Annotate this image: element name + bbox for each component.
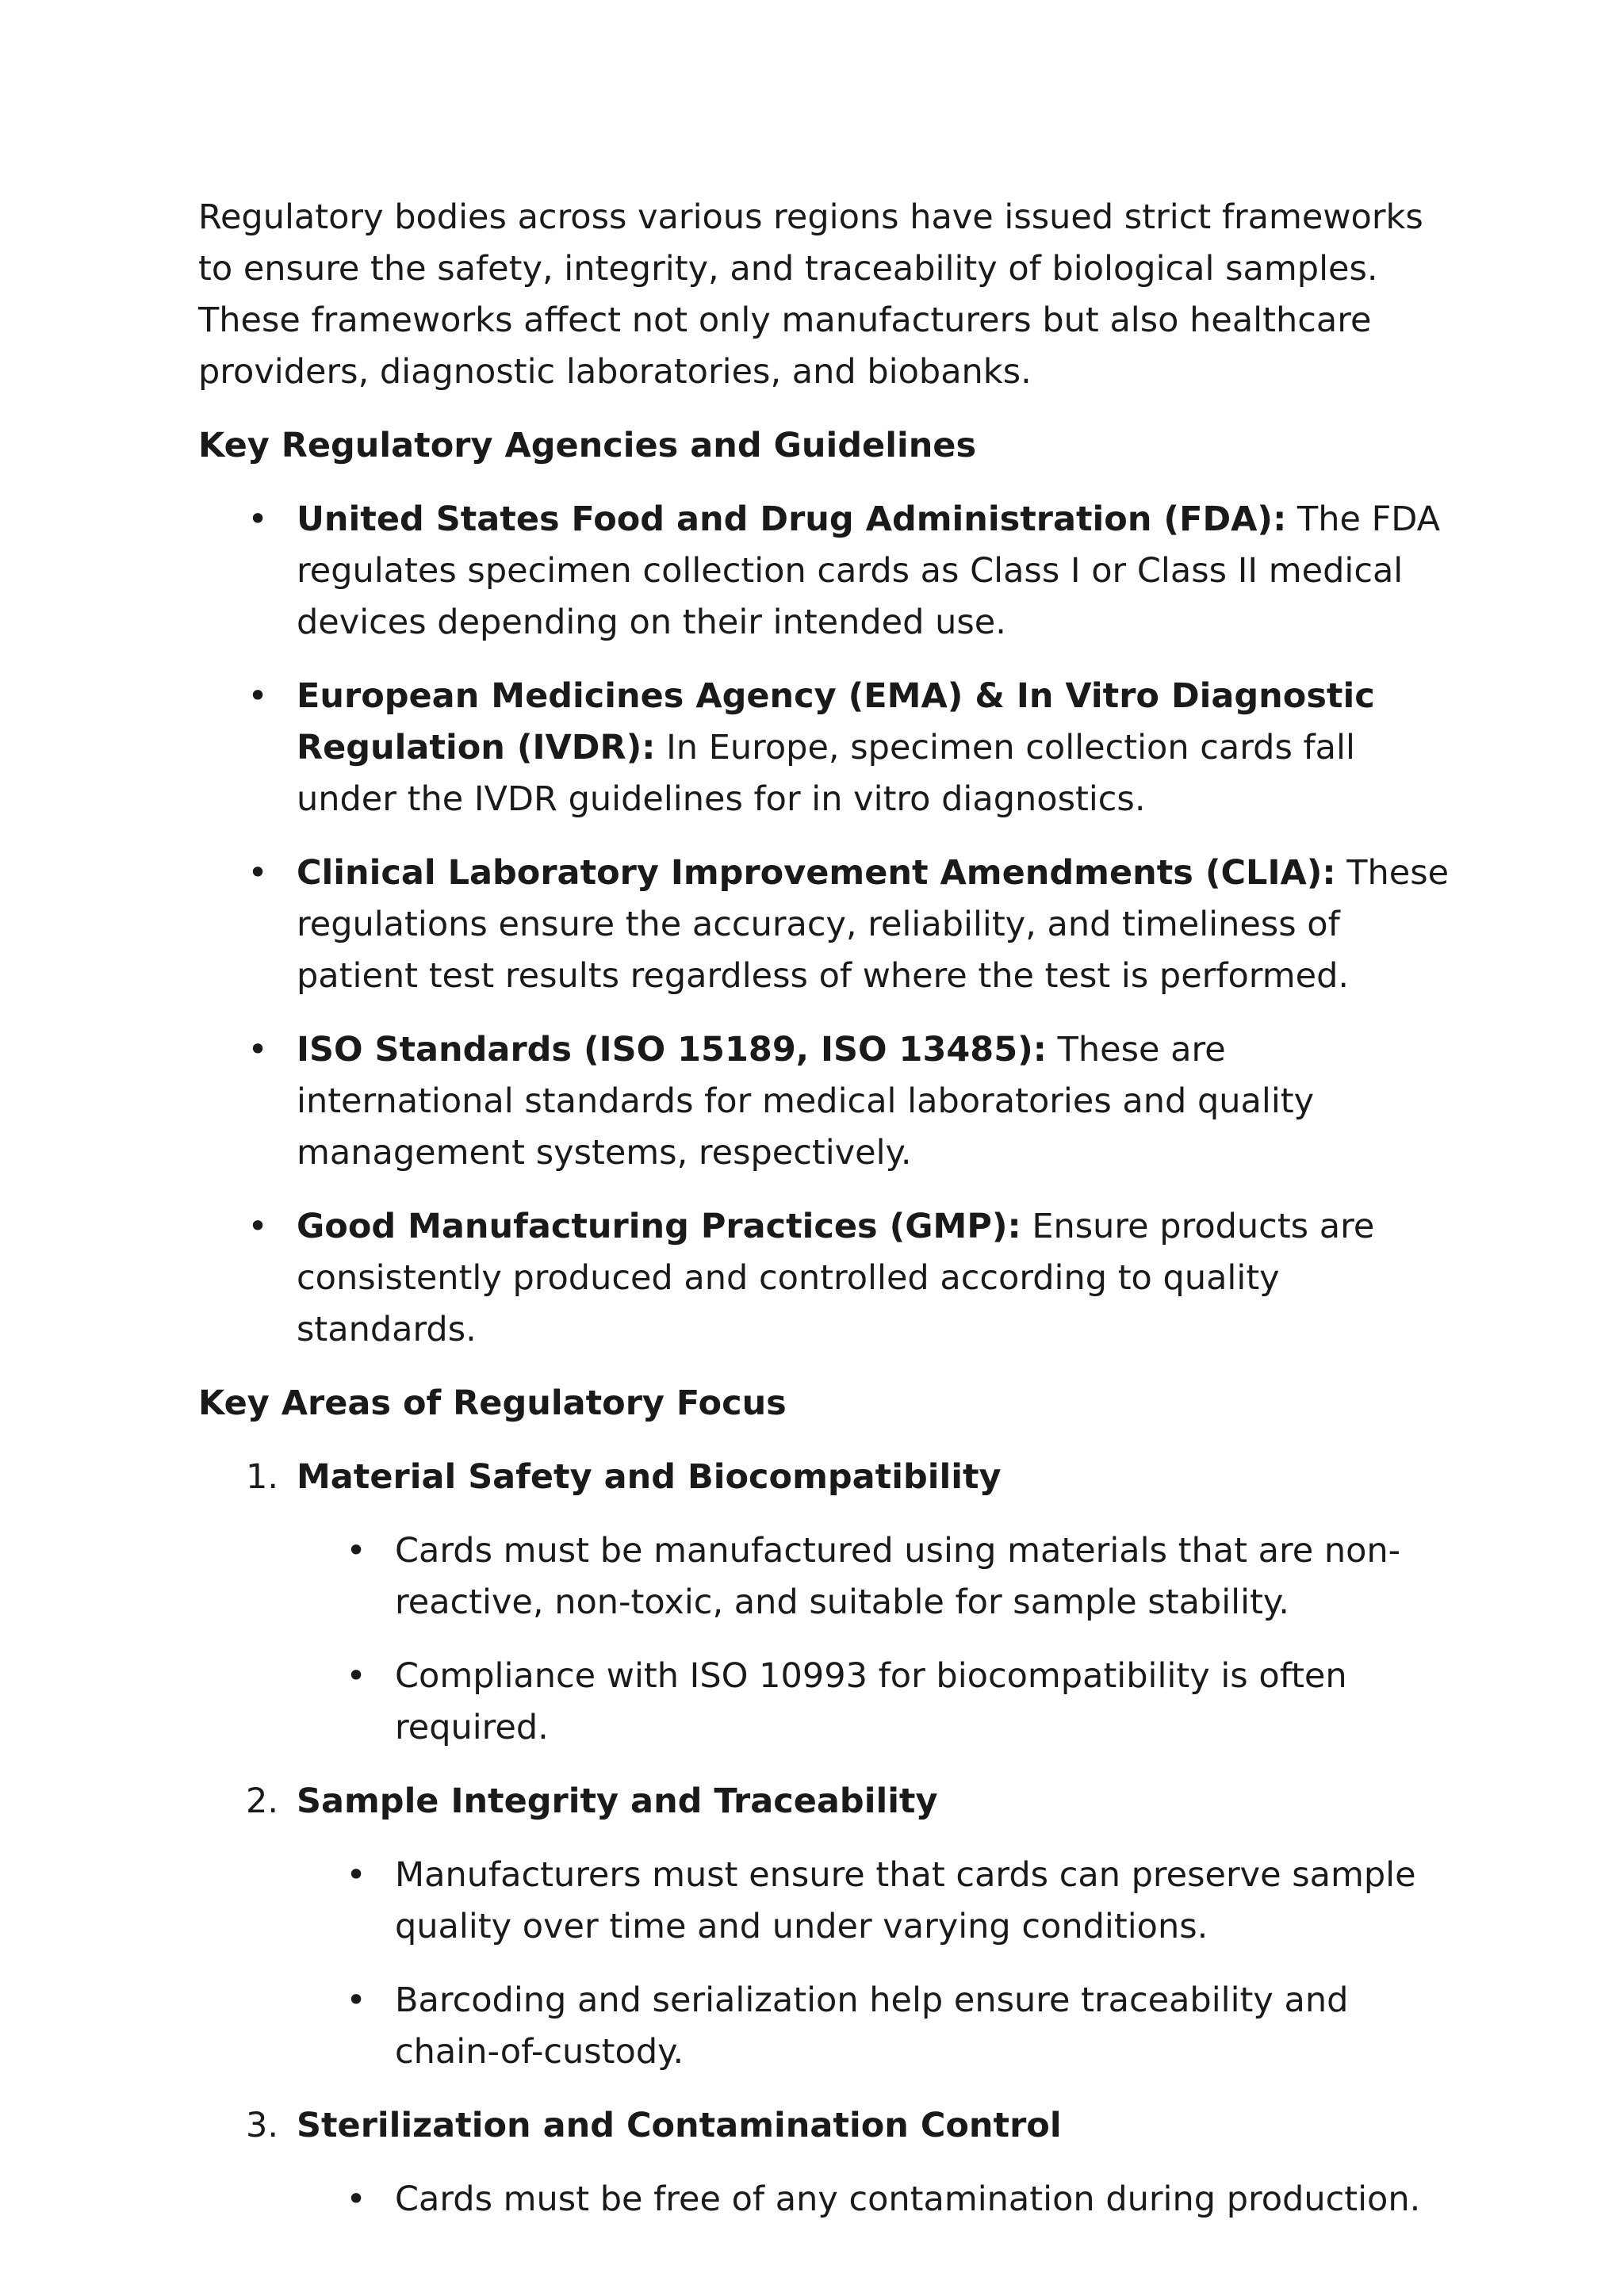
agencies-heading: Key Regulatory Agencies and Guidelines xyxy=(198,426,977,465)
area-point xyxy=(297,1975,1451,2078)
bullet-icon: • xyxy=(247,499,268,539)
agency-title: Clinical Laboratory Improvement Amendments (CLIA): xyxy=(297,853,1336,893)
area-points xyxy=(297,1525,1451,1754)
bullet-icon: • xyxy=(346,1855,366,1895)
area-point xyxy=(297,1651,1451,1754)
bullet-icon: • xyxy=(247,1030,268,1070)
area-point-text: Cards must be free of any contamination during production. xyxy=(395,2179,1421,2219)
agencies-list xyxy=(198,494,1451,1356)
agency-text: Ensure products are consistently produced and controlled according to quality standards. xyxy=(297,1207,1375,1349)
bullet-icon: • xyxy=(346,1980,366,2020)
agency-item xyxy=(198,1024,1451,1179)
area-number: 1. xyxy=(246,1457,279,1497)
bullet-icon: • xyxy=(247,676,268,716)
agency-text: These are international standards for medical laboratories and quality management systems, respectively. xyxy=(297,1030,1315,1173)
bullet-icon: • xyxy=(346,1656,366,1696)
agency-title: European Medicines Agency (EMA) & In Vitro Diagnostic Regulation (IVDR): xyxy=(297,676,1375,767)
agency-text: In Europe, specimen collection cards fall under the IVDR guidelines for in vitro diagnostics. xyxy=(297,728,1355,819)
agency-title: United States Food and Drug Administration (FDA): xyxy=(297,499,1287,539)
bullet-icon: • xyxy=(346,2179,366,2219)
area-point xyxy=(297,1850,1451,1953)
bullet-icon: • xyxy=(247,853,268,893)
bullet-icon: • xyxy=(247,1207,268,1246)
area-points xyxy=(297,2174,1451,2225)
area-points xyxy=(297,1850,1451,2078)
area-title: Sterilization and Contamination Control xyxy=(297,2106,1062,2145)
intro-paragraph: Regulatory bodies across various regions have issued strict frameworks to ensure the safety, integrity, and traceability of biological samples. These frameworks affect not only manufacturers but also healthcare providers, diagnostic laboratories, and biobanks. xyxy=(198,197,1423,392)
area-point xyxy=(297,2174,1451,2225)
agency-item xyxy=(198,848,1451,1002)
agency-title: Good Manufacturing Practices (GMP): xyxy=(297,1207,1021,1246)
agency-title: ISO Standards (ISO 15189, ISO 13485): xyxy=(297,1030,1047,1070)
area-number: 2. xyxy=(246,1781,279,1821)
area-point-text: Cards must be manufactured using materials that are non-reactive, non-toxic, and suitable for sample stability. xyxy=(395,1531,1401,1622)
bullet-icon: • xyxy=(346,1531,366,1571)
agency-text: The FDA regulates specimen collection cards as Class I or Class II medical devices depending on their intended use. xyxy=(297,499,1441,642)
area-point xyxy=(297,1525,1451,1628)
area-point-text: Manufacturers must ensure that cards can preserve sample quality over time and under varying conditions. xyxy=(395,1855,1416,1946)
focus-area-item xyxy=(198,2100,1451,2225)
document-page xyxy=(198,192,1451,2248)
agency-item xyxy=(198,671,1451,825)
area-point-text: Barcoding and serialization help ensure traceability and chain-of-custody. xyxy=(395,1980,1349,2072)
focus-area-item xyxy=(198,1776,1451,2078)
focus-heading: Key Areas of Regulatory Focus xyxy=(198,1383,787,1423)
area-title: Material Safety and Biocompatibility xyxy=(297,1457,1002,1497)
agency-item xyxy=(198,1201,1451,1356)
agency-item xyxy=(198,494,1451,649)
focus-area-item xyxy=(198,1452,1451,1754)
area-point-text: Compliance with ISO 10993 for biocompatibility is often required. xyxy=(395,1656,1347,1747)
focus-areas-list xyxy=(198,1452,1451,2225)
area-number: 3. xyxy=(246,2106,279,2145)
area-title: Sample Integrity and Traceability xyxy=(297,1781,938,1821)
agency-text: These regulations ensure the accuracy, reliability, and timeliness of patient test results regardless of where the test is performed. xyxy=(297,853,1450,996)
